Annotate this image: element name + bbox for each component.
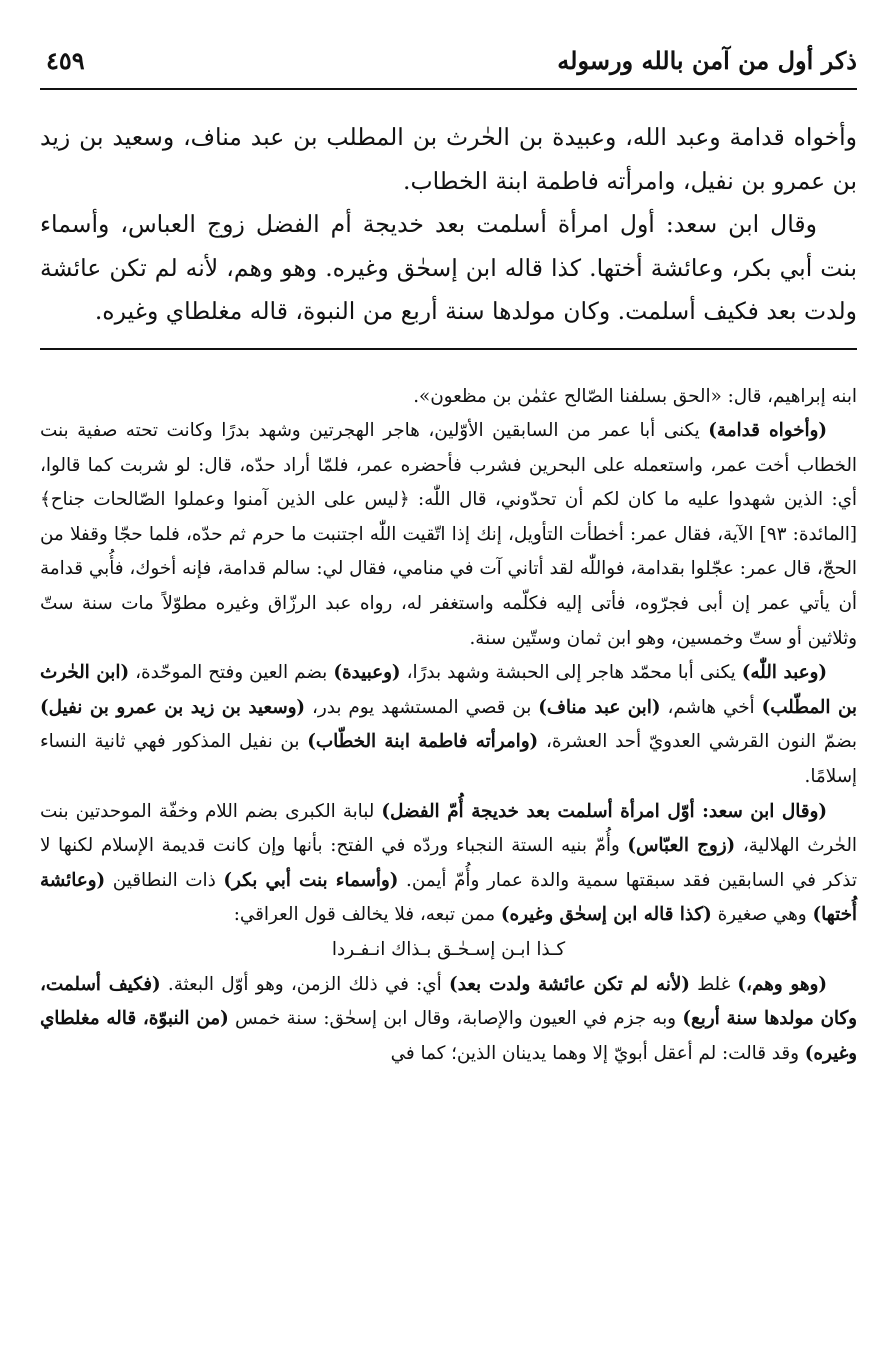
lemma: (وعبيدة): [333, 662, 401, 684]
gloss: بن نفيل المذكور فهي ثانية النساء إسلامًا.: [40, 731, 857, 788]
commentary-paragraph: [40, 414, 857, 656]
lemma: (وعائشة أُختها): [40, 869, 857, 926]
gloss: وهي صغيرة: [711, 904, 813, 926]
gloss: بضمّ النون القرشي العدويّ أحد العشرة،: [538, 731, 857, 753]
page-header: [40, 46, 857, 86]
commentary-paragraph: [40, 656, 857, 794]
lemma: (من النبوّة، قاله مغلطاي وغيره): [40, 1008, 857, 1064]
gloss: بن قصي المستشهد يوم بدر،: [305, 696, 539, 718]
lemma: (وسعيد بن زيد بن عمرو بن نفيل): [40, 696, 306, 718]
running-title: ذكر أول من آمن بالله ورسوله: [557, 46, 857, 75]
lemma: (وأسماء بنت أبي بكر): [223, 869, 399, 891]
lemma: (فكيف أسلمت، وكان مولدها سنة أربع): [40, 973, 857, 1030]
lemma: (ابن الحٰرث بن المطّلب): [40, 662, 857, 718]
section-divider: [40, 348, 857, 350]
main-text: [40, 116, 857, 334]
gloss: غلط: [689, 973, 738, 995]
commentary: [40, 380, 857, 1072]
commentary-paragraph: ابنه إبراهيم، قال: «الحق بسلفنا الصّالح عثمٰن بن مظعون».: [413, 385, 857, 407]
lemma: (وهو وهم،): [737, 973, 827, 995]
gloss: وقد قالت: لم أعقل أبويّ إلا وهما يدينان الذين؛ كما في: [390, 1042, 805, 1064]
gloss: يكنى أبا محمّد هاجر إلى الحبشة وشهد بدرًا،: [400, 662, 742, 684]
lemma: (وقال ابن سعد: أوّل امرأة أسلمت بعد خديجة أُمّ الفضل): [381, 800, 827, 822]
commentary-paragraph: [40, 968, 857, 1072]
lemma: (ابن عبد مناف): [538, 696, 661, 718]
main-paragraph: وقال ابن سعد: أول امرأة أسلمت بعد خديجة أم الفضل زوج العباس، وأسماء بنت أبي بكر، وعائشة أختها. كذا قاله ابن إسحٰق وغيره. وهو وهم، لأنه لم تكن عائشة ولدت بعد فكيف أسلمت. وكان مولدها سنة أربع من النبوة، قاله مغلطاي وغيره.: [40, 210, 857, 325]
gloss: أخي هاشم،: [660, 696, 762, 718]
lemma: (كذا قاله ابن إسحٰق وغيره): [500, 904, 712, 926]
gloss: ممن تبعه، فلا يخالف قول العراقي:: [233, 904, 501, 926]
gloss: بضم العين وفتح الموحّدة،: [129, 662, 334, 684]
gloss: وبه جزم في العيون والإصابة، وقال ابن إسحٰق: سنة خمس: [228, 1008, 683, 1030]
main-paragraph: وأخواه قدامة وعبد الله، وعبيدة بن الحٰرث بن المطلب بن عبد مناف، وسعيد بن زيد بن عمرو بن نفيل، وامرأته فاطمة ابنة الخطاب.: [40, 123, 857, 195]
lemma: (وامرأته فاطمة ابنة الخطّاب): [307, 731, 539, 753]
header-rule: [40, 88, 857, 90]
lemma: (زوج العبّاس): [627, 835, 736, 857]
lemma: (لأنه لم تكن عائشة ولدت بعد): [448, 973, 690, 995]
gloss: يكنى أبا عمر من السابقين الأوّلين، هاجر الهجرتين وشهد بدرًا وكانت تحته صفية بنت الخطاب أخت عمر، واستعمله على البحرين فشرب فأحضره عمر، فلمّا أراد حدّه، قال: لو شربت كما قالوا، أي: الذين شهدوا عليه ما كان لكم أن تحدّوني، قال اللّٰه: ﴿ليس على الذين آمنوا وعملوا الصّالحات جناح﴾ [المائدة: ٩٣] الآية، فقال عمر: أخطأت التأويل، إنك إذا اتّقيت اللّٰه اجتنبت ما حرم ثم حدّه، فلما حجّا وقفلا من الحجّ، قال عمر: عجّلوا بقدامة، فواللّٰه لقد أتاني آت في منامي، فقال لي: سالم قدامة، فإنه أخوك، فأُبي قدامة أن يأتي عمر إن أبى فجرّوه، فأتى إليه فكلّمه واستغفر له، رواه عبد الرزّاق وغيره مطوّلاً مات سنة ستّ وثلاثين أو ستّ وخمسين، وهو ابن ثمان وستّين سنة.: [40, 420, 858, 649]
verse-line: كـذا ابـن إسـحٰـق بـذاك انـفـردا: [331, 939, 566, 960]
gloss: وأُمّ بنيه الستة النجباء وردّه في الفتح: بأنها وإن كانت قديمة الإسلام لكنها لا تذكر في السابقين فقد سبقتها سمية والدة عمار وأُمّ أيمن.: [40, 835, 857, 891]
lemma: (وعبد اللّٰه): [741, 662, 827, 684]
gloss: لبابة الكبرى بضم اللام وخفّة الموحدتين بنت الحٰرث الهلالية،: [40, 800, 857, 857]
commentary-paragraph: [40, 795, 857, 933]
lemma: (وأخواه قدامة): [708, 420, 828, 442]
gloss: أي: في ذلك الزمن، وهو أوّل البعثة.: [160, 973, 449, 995]
page-number: ٤٥٩: [46, 46, 85, 75]
gloss: ذات النطاقين: [105, 869, 224, 891]
